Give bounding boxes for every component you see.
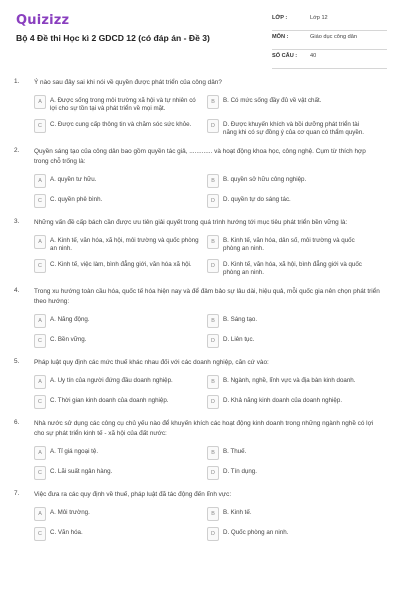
answer-option[interactable] xyxy=(34,446,207,460)
option-letter-box: C xyxy=(34,395,46,409)
option-letter-box: C xyxy=(34,119,46,133)
answer-option[interactable] xyxy=(207,174,380,188)
question-number: 1. xyxy=(14,78,20,85)
question-text: Trong xu hướng toàn cầu hóa, quốc tế hóa hiện nay và để đảm bảo sự lâu dài, hiệu quả, mỗi quốc gia nên chọn phát triển theo hướng: xyxy=(34,288,380,305)
question-text: Quyền sáng tạo của công dân bao gồm quyền tác giả, ............. và hoạt động khoa học, công nghệ. Cụm từ thích hợp trong chỗ trống là: xyxy=(34,148,366,165)
question-item xyxy=(0,218,400,277)
meta-row-subject xyxy=(272,31,387,50)
option-letter-box: B xyxy=(207,446,219,460)
option-letter-box: B xyxy=(207,375,219,389)
answer-options xyxy=(34,174,380,208)
answer-option[interactable] xyxy=(34,527,207,541)
answer-option[interactable] xyxy=(207,466,380,480)
option-letter-box: D xyxy=(207,119,219,133)
question-item xyxy=(0,78,400,137)
option-letter-box: A xyxy=(34,235,46,249)
option-letter-box: A xyxy=(34,314,46,328)
option-letter-box: D xyxy=(207,194,219,208)
option-letter-box: C xyxy=(34,259,46,273)
question-number: 3. xyxy=(14,218,20,225)
answer-option[interactable] xyxy=(207,334,380,348)
option-text: A. Được sống trong môi trường xã hội và tự nhiên có lợi cho sự tồn tại và phát triển về mọi mặt. xyxy=(50,97,196,112)
meta-value: 40 xyxy=(310,53,317,59)
option-text: C. Thời gian kinh doanh của doanh nghiệp. xyxy=(50,397,169,404)
option-text: A. Môi trường. xyxy=(50,509,90,516)
answer-option[interactable] xyxy=(34,174,207,188)
option-text: A. Năng động. xyxy=(50,316,90,323)
answer-option[interactable] xyxy=(207,235,380,253)
option-letter-box: C xyxy=(34,334,46,348)
meta-row-count xyxy=(272,50,387,69)
option-letter-box: D xyxy=(207,395,219,409)
option-text: C. Kinh tế, việc làm, bình đẳng giới, văn hóa xã hội. xyxy=(50,261,192,268)
question-number: 4. xyxy=(14,287,20,294)
question-number: 2. xyxy=(14,147,20,154)
option-text: D. Tín dụng. xyxy=(223,468,257,475)
option-letter-box: C xyxy=(34,194,46,208)
option-text: D. Được khuyến khích và bồi dưỡng phát triển tài năng khi có sự đồng ý của cơ quan có thẩm quyền. xyxy=(223,121,364,136)
page-header xyxy=(0,0,400,66)
option-letter-box: B xyxy=(207,314,219,328)
option-text: B. Kinh tế, văn hóa, dân số, môi trường và quốc phòng an ninh. xyxy=(223,237,355,252)
answer-option[interactable] xyxy=(34,395,207,409)
answer-option[interactable] xyxy=(207,259,380,277)
answer-option[interactable] xyxy=(207,119,380,137)
option-text: C. quyền phê bình. xyxy=(50,196,103,203)
answer-option[interactable] xyxy=(34,507,207,521)
option-letter-box: B xyxy=(207,235,219,249)
question-number: 6. xyxy=(14,419,20,426)
answer-option[interactable] xyxy=(207,507,380,521)
question-number: 5. xyxy=(14,358,20,365)
question-item xyxy=(0,419,400,480)
meta-label: MÔN : xyxy=(272,34,289,40)
quizizz-logo: Quizizz xyxy=(16,13,70,28)
option-text: B. Có mức sống đầy đủ về vật chất. xyxy=(223,97,322,104)
question-item xyxy=(0,490,400,541)
answer-options xyxy=(34,95,380,137)
question-item xyxy=(0,287,400,348)
meta-value: Lớp 12 xyxy=(310,15,328,21)
option-text: D. Khả năng kinh doanh của doanh nghiệp. xyxy=(223,397,343,404)
question-list xyxy=(0,78,400,551)
option-letter-box: B xyxy=(207,507,219,521)
option-letter-box: A xyxy=(34,95,46,109)
answer-option[interactable] xyxy=(207,527,380,541)
answer-option[interactable] xyxy=(207,375,380,389)
answer-option[interactable] xyxy=(207,446,380,460)
answer-option[interactable] xyxy=(207,95,380,113)
option-letter-box: D xyxy=(207,466,219,480)
option-text: A. Uy tín của người đứng đầu doanh nghiệp. xyxy=(50,377,173,384)
option-text: B. quyền sở hữu công nghiệp. xyxy=(223,176,307,183)
answer-option[interactable] xyxy=(207,314,380,328)
option-letter-box: A xyxy=(34,375,46,389)
option-letter-box: A xyxy=(34,446,46,460)
option-text: C. Bền vững. xyxy=(50,336,87,343)
question-text: Việc đưa ra các quy định về thuế, pháp luật đã tác động đến lĩnh vực: xyxy=(34,491,232,498)
answer-option[interactable] xyxy=(34,235,207,253)
meta-label: SỐ CÂU : xyxy=(272,53,298,59)
option-text: C. Văn hóa. xyxy=(50,529,83,536)
answer-options xyxy=(34,507,380,541)
question-text: Những vấn đề cấp bách cần được ưu tiên giải quyết trong quá trình hướng tới mục tiêu phát triển bền vững là: xyxy=(34,219,348,226)
question-number: 7. xyxy=(14,490,20,497)
option-text: A. Tỉ giá ngoại tệ. xyxy=(50,448,99,455)
option-letter-box: B xyxy=(207,95,219,109)
question-item xyxy=(0,147,400,208)
option-letter-box: C xyxy=(34,466,46,480)
answer-option[interactable] xyxy=(34,259,207,277)
answer-options xyxy=(34,446,380,480)
answer-option[interactable] xyxy=(34,95,207,113)
option-letter-box: C xyxy=(34,527,46,541)
option-text: C. Lãi suất ngân hàng. xyxy=(50,468,113,475)
answer-options xyxy=(34,375,380,409)
answer-options xyxy=(34,314,380,348)
option-letter-box: D xyxy=(207,259,219,273)
question-item xyxy=(0,358,400,409)
option-letter-box: D xyxy=(207,527,219,541)
answer-option[interactable] xyxy=(34,119,207,137)
meta-row-grade xyxy=(272,12,387,31)
option-text: B. Ngành, nghề, lĩnh vực và địa bàn kinh doanh. xyxy=(223,377,356,384)
document-title: Bộ 4 Đề thi Học kì 2 GDCD 12 (có đáp án - Đề 3) xyxy=(16,33,210,43)
option-text: D. Quốc phòng an ninh. xyxy=(223,529,289,536)
meta-label: LỚP : xyxy=(272,15,288,21)
question-text: Pháp luật quy định các mức thuế khác nhau đối với các doanh nghiệp, căn cứ vào: xyxy=(34,359,269,366)
answer-options xyxy=(34,235,380,277)
option-text: B. Kinh tế. xyxy=(223,509,252,516)
answer-option[interactable] xyxy=(34,375,207,389)
option-letter-box: B xyxy=(207,174,219,188)
meta-value: Giáo dục công dân xyxy=(310,34,357,40)
option-text: D. quyền tự do sáng tác. xyxy=(223,196,291,203)
answer-option[interactable] xyxy=(34,314,207,328)
option-text: D. Liên tục. xyxy=(223,336,255,343)
answer-option[interactable] xyxy=(34,334,207,348)
question-text: Ý nào sau đây sai khi nói về quyền được phát triển của công dân? xyxy=(34,79,222,86)
option-letter-box: D xyxy=(207,334,219,348)
option-text: D. Kinh tế, văn hóa, xã hội, bình đẳng giới và quốc phòng an ninh. xyxy=(223,261,362,276)
answer-option[interactable] xyxy=(34,466,207,480)
option-text: A. quyền tư hữu. xyxy=(50,176,97,183)
question-text: Nhà nước sử dụng các công cụ chủ yếu nào để khuyến khích các hoạt động kinh doanh trong những ngành nghề có lợi cho sự phát triển kinh tế - xã hội của đất nước: xyxy=(34,420,374,437)
option-text: A. Kinh tế, văn hóa, xã hội, môi trường và quốc phòng an ninh. xyxy=(50,237,199,252)
option-letter-box: A xyxy=(34,174,46,188)
option-text: C. Được cung cấp thông tin và chăm sóc sức khỏe. xyxy=(50,121,192,128)
option-letter-box: A xyxy=(34,507,46,521)
answer-option[interactable] xyxy=(207,194,380,208)
option-text: B. Sáng tạo. xyxy=(223,316,258,323)
answer-option[interactable] xyxy=(207,395,380,409)
answer-option[interactable] xyxy=(34,194,207,208)
meta-box xyxy=(272,12,387,69)
option-text: B. Thuế. xyxy=(223,448,247,455)
